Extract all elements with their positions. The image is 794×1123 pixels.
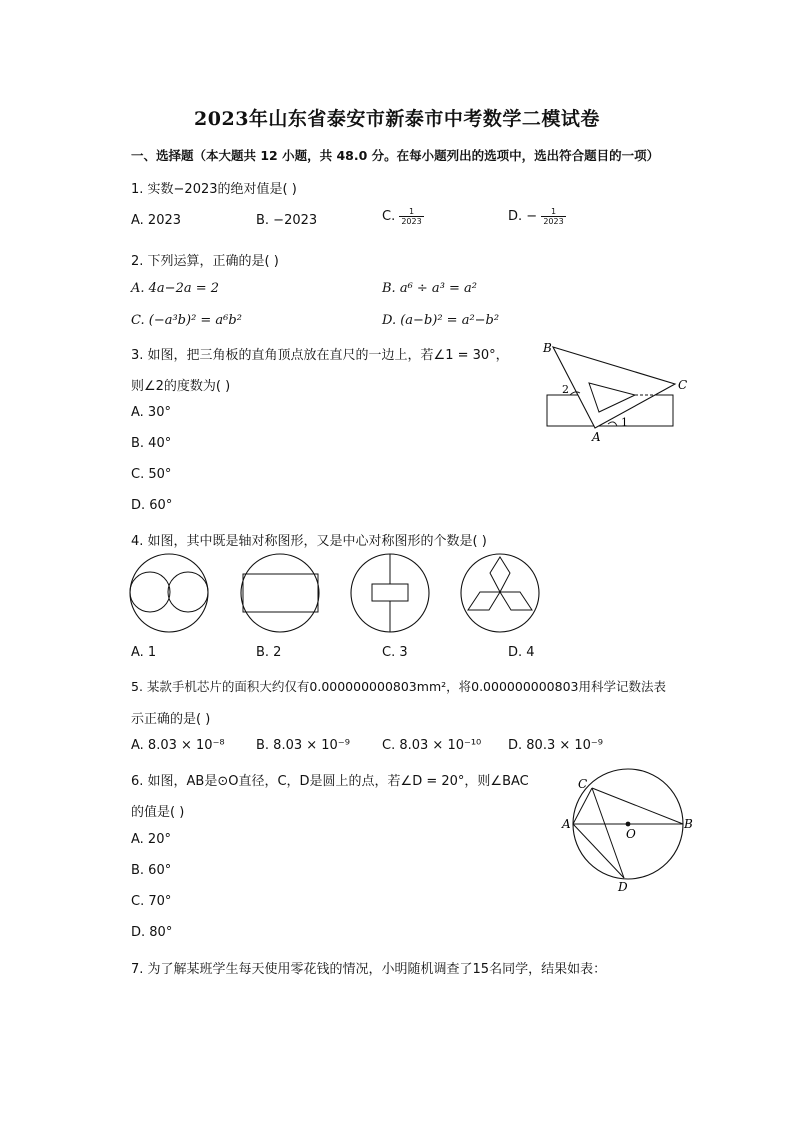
page-title: 2023年山东省泰安市新泰市中考数学二模试卷: [194, 108, 600, 130]
question-6-stem-line-2: 的值是( ): [131, 805, 185, 820]
question-1-option-b: B. −2023: [256, 213, 318, 228]
question-6-figure: [558, 768, 698, 896]
label-o: O: [626, 827, 636, 841]
fraction-denominator: 2023: [543, 217, 564, 226]
question-6-option-c: C. 70°: [131, 894, 172, 909]
chord-cd-line: [592, 788, 624, 878]
question-1-option-d-fraction: [541, 207, 565, 226]
question-3-option-b: B. 40°: [131, 436, 172, 451]
figure-two-circles: [130, 554, 208, 632]
label-a: A: [592, 430, 601, 444]
label-c: C: [578, 777, 588, 791]
fraction-denominator: 2023: [401, 217, 422, 226]
question-1-option-d-label: D.: [508, 209, 527, 224]
label-angle-2: 2: [562, 383, 569, 396]
question-1-option-d-sign: −: [526, 209, 538, 224]
figure-bar-in-circle: [351, 554, 429, 632]
question-3-option-a: A. 30°: [131, 405, 171, 420]
question-3-option-d: D. 60°: [131, 498, 173, 513]
chord-cb-line: [592, 788, 683, 824]
figure-rectangle-in-circle: [241, 554, 319, 632]
question-1-option-c-fraction: [399, 207, 423, 226]
question-2-stem: 2. 下列运算，正确的是( ): [131, 254, 279, 269]
question-1-option-d: [508, 207, 566, 226]
question-6-option-a: A. 20°: [131, 832, 171, 847]
question-2-option-a: A. 4a−2a = 2: [131, 281, 220, 296]
question-4-option-d: D. 4: [508, 645, 535, 660]
fraction-numerator: 1: [541, 207, 565, 217]
question-2-option-d: D. (a−b)² = a²−b²: [382, 313, 500, 328]
label-b: B: [543, 341, 552, 355]
section-heading: 一、选择题（本大题共 12 小题，共 48.0 分。在每小题列出的选项中，选出符合题目的一项）: [131, 148, 660, 163]
label-c: C: [678, 378, 688, 392]
label-d: D: [618, 880, 628, 894]
question-5-option-a: A. 8.03 × 10⁻⁸: [131, 738, 225, 753]
question-3-stem-line-1: 3. 如图，把三角板的直角顶点放在直尺的一边上，若∠1 = 30°，: [131, 348, 509, 363]
label-a: A: [562, 817, 571, 831]
angle-1-arc: [608, 422, 617, 426]
center-point: [626, 822, 631, 827]
question-3-stem-line-2: 则∠2的度数为( ): [131, 379, 231, 394]
question-5-option-b: B. 8.03 × 10⁻⁹: [256, 738, 350, 753]
question-3-option-c: C. 50°: [131, 467, 172, 482]
question-1-option-a: A. 2023: [131, 213, 182, 228]
figure-three-rhombi: [461, 554, 539, 632]
question-2-option-b: B. a⁶ ÷ a³ = a²: [382, 281, 478, 296]
question-5-stem-line-1: 5. 某款手机芯片的面积大约仅有0.000000000803mm²，将0.000000000803用科学记数法表: [131, 679, 666, 694]
label-b: B: [684, 817, 693, 831]
question-1-option-c: [382, 207, 424, 226]
question-4-option-c: C. 3: [382, 645, 408, 660]
question-4-option-b: B. 2: [256, 645, 282, 660]
question-1-stem: 1. 实数−2023的绝对值是( ): [131, 182, 297, 197]
question-6-option-d: D. 80°: [131, 925, 173, 940]
question-5-option-d: D. 80.3 × 10⁻⁹: [508, 738, 603, 753]
question-4-option-a: A. 1: [131, 645, 157, 660]
question-4-figures: [125, 550, 545, 636]
triangle-set-square-shape: [553, 347, 675, 428]
question-5-stem-line-2: 示正确的是( ): [131, 712, 211, 727]
question-7-stem: 7. 为了解某班学生每天使用零花钱的情况，小明随机调查了15名同学，结果如表：: [131, 962, 607, 977]
question-4-stem: 4. 如图，其中既是轴对称图形，又是中心对称图形的个数是( ): [131, 534, 487, 549]
question-6-option-b: B. 60°: [131, 863, 172, 878]
question-6-stem-line-1: 6. 如图，AB是⊙O直径，C，D是圆上的点，若∠D = 20°，则∠BAC: [131, 774, 529, 789]
fraction-numerator: 1: [399, 207, 423, 217]
label-angle-1: 1: [621, 416, 628, 429]
question-1-option-c-label: C.: [382, 209, 400, 224]
question-5-option-c: C. 8.03 × 10⁻¹⁰: [382, 738, 482, 753]
question-3-figure: [535, 338, 695, 450]
question-2-option-c: C. (−a³b)² = a⁶b²: [131, 313, 242, 328]
